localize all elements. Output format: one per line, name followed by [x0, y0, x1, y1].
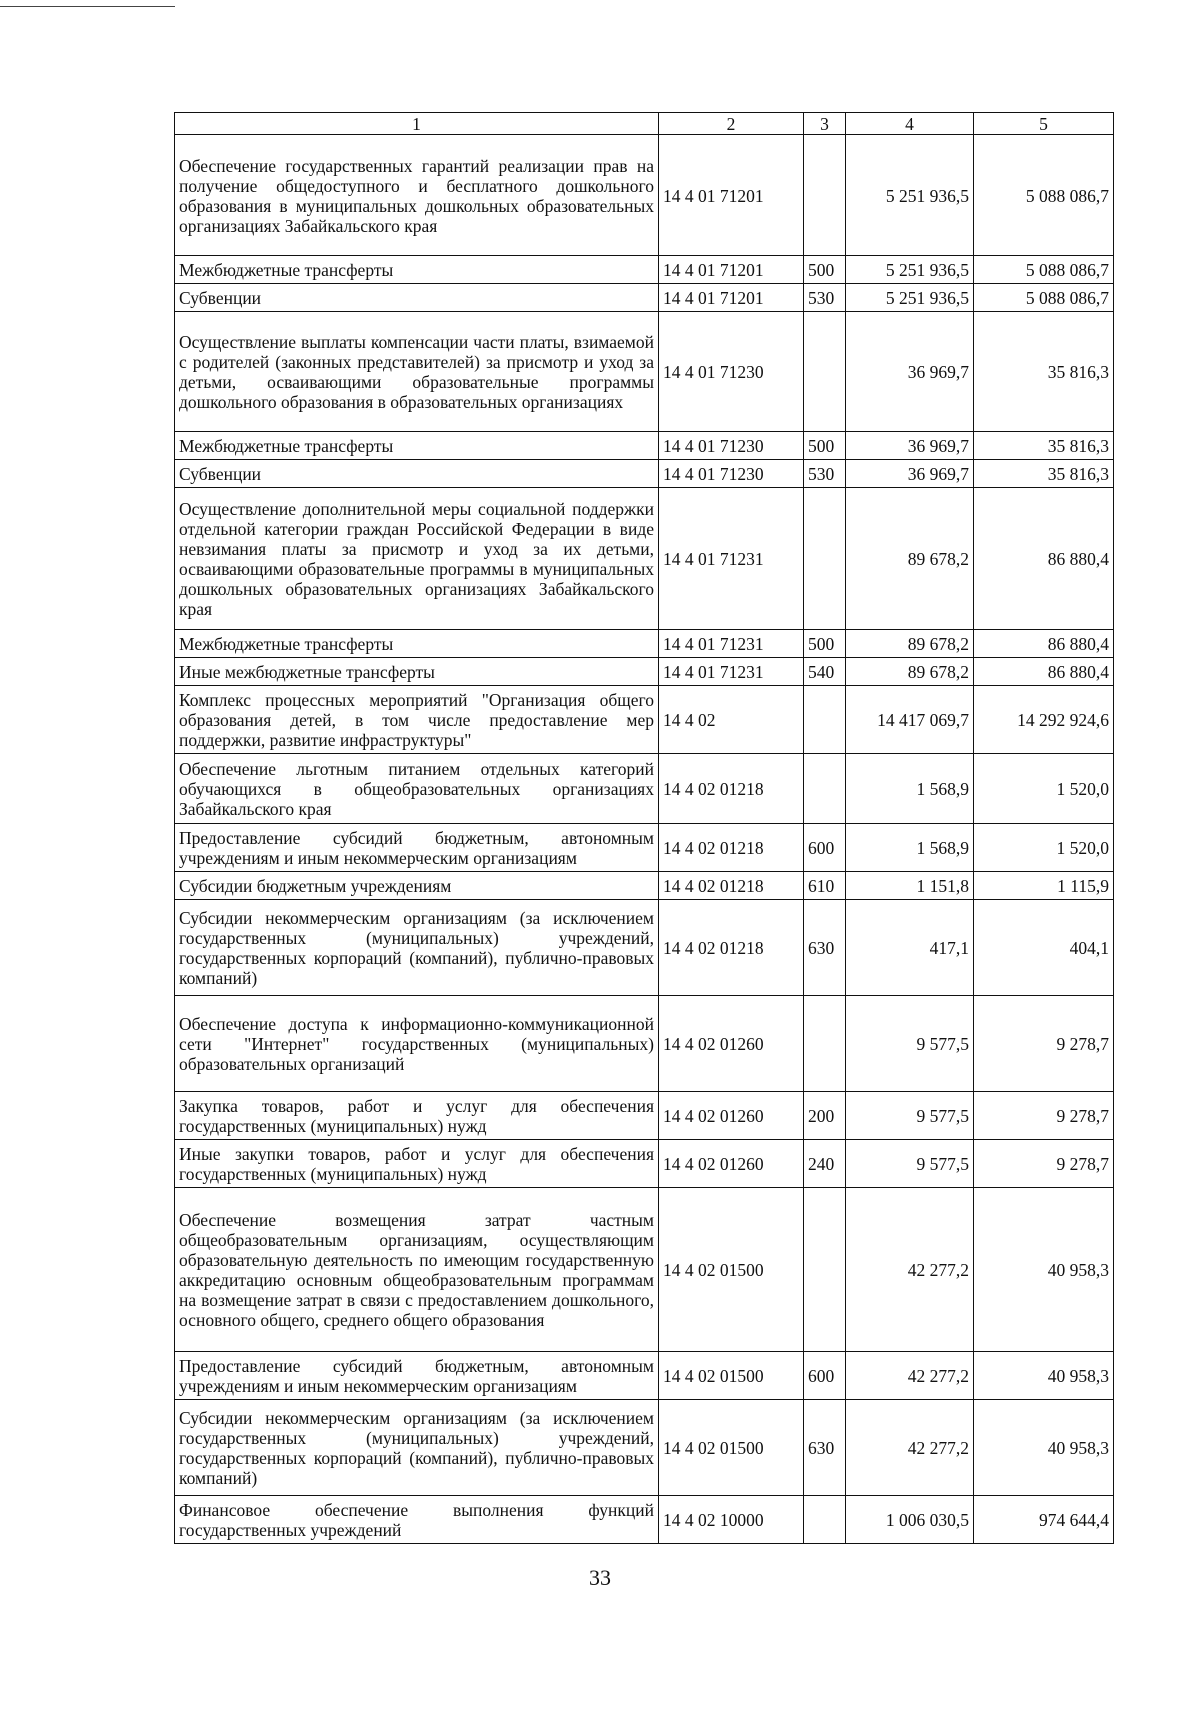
row-name: Межбюджетные трансферты: [175, 432, 659, 460]
row-name: Предоставление субсидий бюджетным, автономным учреждениям и иным некоммерческим организациям: [175, 1352, 659, 1400]
row-amount-1: 5 251 936,5: [846, 256, 974, 284]
row-amount-2: 1 520,0: [974, 754, 1114, 824]
row-amount-1: 36 969,7: [846, 460, 974, 488]
row-expense-type: [804, 686, 846, 754]
row-amount-1: 1 006 030,5: [846, 1496, 974, 1544]
row-amount-2: 40 958,3: [974, 1400, 1114, 1496]
table-row: [175, 488, 1114, 630]
table-row: [175, 1496, 1114, 1544]
row-amount-2: 40 958,3: [974, 1352, 1114, 1400]
row-target-code: 14 4 01 71231: [659, 658, 804, 686]
scan-edge-line: [0, 6, 175, 7]
row-expense-type: 540: [804, 658, 846, 686]
row-name: Комплекс процессных мероприятий "Организация общего образования детей, в том числе предоставление мер поддержки, развитие инфраструктуры": [175, 686, 659, 754]
table-row: [175, 312, 1114, 432]
table-row: [175, 1352, 1114, 1400]
row-name: Обеспечение возмещения затрат частным общеобразовательным организациям, осуществляющим образовательную деятельность по имеющим государственную аккредитацию основным общеобразовательным программам на возмещение затрат в связи с предоставлением дошкольного, основного общего, среднего общего образования: [175, 1188, 659, 1352]
row-expense-type: 530: [804, 284, 846, 312]
table-row: [175, 996, 1114, 1092]
row-amount-2: 974 644,4: [974, 1496, 1114, 1544]
row-name: Межбюджетные трансферты: [175, 630, 659, 658]
row-target-code: 14 4 02 01260: [659, 1092, 804, 1140]
row-name: Субсидии некоммерческим организациям (за исключением государственных (муниципальных) учреждений, государственных корпораций (компаний), публично-правовых компаний): [175, 900, 659, 996]
row-expense-type: 600: [804, 1352, 846, 1400]
row-amount-1: 42 277,2: [846, 1352, 974, 1400]
row-target-code: 14 4 02 01500: [659, 1400, 804, 1496]
row-expense-type: [804, 312, 846, 432]
row-amount-2: 5 088 086,7: [974, 256, 1114, 284]
table-row: [175, 256, 1114, 284]
row-target-code: 14 4 01 71230: [659, 312, 804, 432]
row-name: Иные межбюджетные трансферты: [175, 658, 659, 686]
row-target-code: 14 4 02 01218: [659, 754, 804, 824]
row-target-code: 14 4 02 01218: [659, 900, 804, 996]
row-amount-1: 36 969,7: [846, 312, 974, 432]
row-target-code: 14 4 01 71201: [659, 135, 804, 256]
table-row: [175, 1188, 1114, 1352]
header-col-5: 5: [974, 113, 1114, 135]
row-amount-1: 42 277,2: [846, 1400, 974, 1496]
row-expense-type: 530: [804, 460, 846, 488]
row-name: Обеспечение доступа к информационно-коммуникационной сети "Интернет" государственных (муниципальных) образовательных организаций: [175, 996, 659, 1092]
row-expense-type: 500: [804, 432, 846, 460]
row-amount-1: 42 277,2: [846, 1188, 974, 1352]
row-amount-1: 9 577,5: [846, 1092, 974, 1140]
table-row: [175, 1400, 1114, 1496]
table-row: [175, 630, 1114, 658]
row-name: Закупка товаров, работ и услуг для обеспечения государственных (муниципальных) нужд: [175, 1092, 659, 1140]
row-amount-2: 35 816,3: [974, 460, 1114, 488]
table-row: [175, 460, 1114, 488]
row-amount-2: 86 880,4: [974, 630, 1114, 658]
row-target-code: 14 4 02 01260: [659, 996, 804, 1092]
row-name: Предоставление субсидий бюджетным, автономным учреждениям и иным некоммерческим организациям: [175, 824, 659, 872]
table-row: [175, 900, 1114, 996]
row-amount-2: 1 520,0: [974, 824, 1114, 872]
row-expense-type: 610: [804, 872, 846, 900]
row-expense-type: 500: [804, 630, 846, 658]
table-row: [175, 432, 1114, 460]
table-row: [175, 872, 1114, 900]
row-amount-1: 9 577,5: [846, 1140, 974, 1188]
row-amount-2: 9 278,7: [974, 996, 1114, 1092]
row-amount-2: 14 292 924,6: [974, 686, 1114, 754]
header-col-3: 3: [804, 113, 846, 135]
row-amount-2: 35 816,3: [974, 312, 1114, 432]
row-name: Субвенции: [175, 284, 659, 312]
row-amount-1: 89 678,2: [846, 658, 974, 686]
row-target-code: 14 4 01 71230: [659, 432, 804, 460]
table-row: [175, 824, 1114, 872]
table-row: [175, 658, 1114, 686]
row-target-code: 14 4 02 01500: [659, 1188, 804, 1352]
row-target-code: 14 4 01 71231: [659, 630, 804, 658]
row-expense-type: [804, 996, 846, 1092]
row-target-code: 14 4 02: [659, 686, 804, 754]
table-row: [175, 135, 1114, 256]
row-expense-type: [804, 754, 846, 824]
row-name: Осуществление дополнительной меры социальной поддержки отдельной категории граждан Российской Федерации в виде невзимания платы за присмотр и уход за их детьми, осваивающими образовательные программы в муниципальных дошкольных образовательных организациях Забайкальского края: [175, 488, 659, 630]
row-expense-type: 200: [804, 1092, 846, 1140]
header-col-1: 1: [175, 113, 659, 135]
row-amount-1: 1 568,9: [846, 754, 974, 824]
row-expense-type: [804, 1188, 846, 1352]
header-col-4: 4: [846, 113, 974, 135]
row-target-code: 14 4 02 01500: [659, 1352, 804, 1400]
row-expense-type: [804, 488, 846, 630]
row-amount-2: 9 278,7: [974, 1092, 1114, 1140]
row-amount-1: 36 969,7: [846, 432, 974, 460]
row-target-code: 14 4 02 10000: [659, 1496, 804, 1544]
row-amount-2: 35 816,3: [974, 432, 1114, 460]
row-amount-2: 86 880,4: [974, 488, 1114, 630]
row-amount-2: 5 088 086,7: [974, 284, 1114, 312]
table-row: [175, 1140, 1114, 1188]
row-amount-2: 1 115,9: [974, 872, 1114, 900]
page-number: 33: [589, 1565, 611, 1590]
table-row: [175, 284, 1114, 312]
row-target-code: 14 4 01 71230: [659, 460, 804, 488]
row-target-code: 14 4 01 71201: [659, 256, 804, 284]
row-name: Межбюджетные трансферты: [175, 256, 659, 284]
row-name: Субсидии бюджетным учреждениям: [175, 872, 659, 900]
row-amount-2: 5 088 086,7: [974, 135, 1114, 256]
row-amount-1: 1 151,8: [846, 872, 974, 900]
row-name: Субсидии некоммерческим организациям (за исключением государственных (муниципальных) учреждений, государственных корпораций (компаний), публично-правовых компаний): [175, 1400, 659, 1496]
row-amount-2: 9 278,7: [974, 1140, 1114, 1188]
row-amount-1: 1 568,9: [846, 824, 974, 872]
row-name: Иные закупки товаров, работ и услуг для обеспечения государственных (муниципальных) нужд: [175, 1140, 659, 1188]
row-target-code: 14 4 02 01218: [659, 872, 804, 900]
row-amount-1: 89 678,2: [846, 488, 974, 630]
row-amount-1: 417,1: [846, 900, 974, 996]
row-amount-2: 404,1: [974, 900, 1114, 996]
row-name: Обеспечение государственных гарантий реализации прав на получение общедоступного и бесплатного дошкольного образования в муниципальных дошкольных образовательных организациях Забайкальского края: [175, 135, 659, 256]
row-expense-type: 240: [804, 1140, 846, 1188]
table-header-row: [175, 113, 1114, 135]
row-expense-type: 600: [804, 824, 846, 872]
row-amount-2: 86 880,4: [974, 658, 1114, 686]
row-expense-type: [804, 1496, 846, 1544]
row-name: Осуществление выплаты компенсации части платы, взимаемой с родителей (законных представителей) за присмотр и уход за детьми, осваивающими образовательные программы дошкольного образования в образовательных организациях: [175, 312, 659, 432]
row-amount-1: 5 251 936,5: [846, 284, 974, 312]
row-amount-2: 40 958,3: [974, 1188, 1114, 1352]
row-target-code: 14 4 01 71201: [659, 284, 804, 312]
table-row: [175, 754, 1114, 824]
row-amount-1: 14 417 069,7: [846, 686, 974, 754]
row-amount-1: 5 251 936,5: [846, 135, 974, 256]
row-amount-1: 9 577,5: [846, 996, 974, 1092]
row-expense-type: 500: [804, 256, 846, 284]
row-target-code: 14 4 02 01218: [659, 824, 804, 872]
header-col-2: 2: [659, 113, 804, 135]
row-name: Субвенции: [175, 460, 659, 488]
row-expense-type: 630: [804, 900, 846, 996]
row-expense-type: 630: [804, 1400, 846, 1496]
row-target-code: 14 4 02 01260: [659, 1140, 804, 1188]
table-row: [175, 686, 1114, 754]
row-name: Обеспечение льготным питанием отдельных категорий обучающихся в общеобразовательных организациях Забайкальского края: [175, 754, 659, 824]
budget-table: [174, 112, 1114, 1544]
row-name: Финансовое обеспечение выполнения функций государственных учреждений: [175, 1496, 659, 1544]
table-row: [175, 1092, 1114, 1140]
row-target-code: 14 4 01 71231: [659, 488, 804, 630]
row-expense-type: [804, 135, 846, 256]
row-amount-1: 89 678,2: [846, 630, 974, 658]
